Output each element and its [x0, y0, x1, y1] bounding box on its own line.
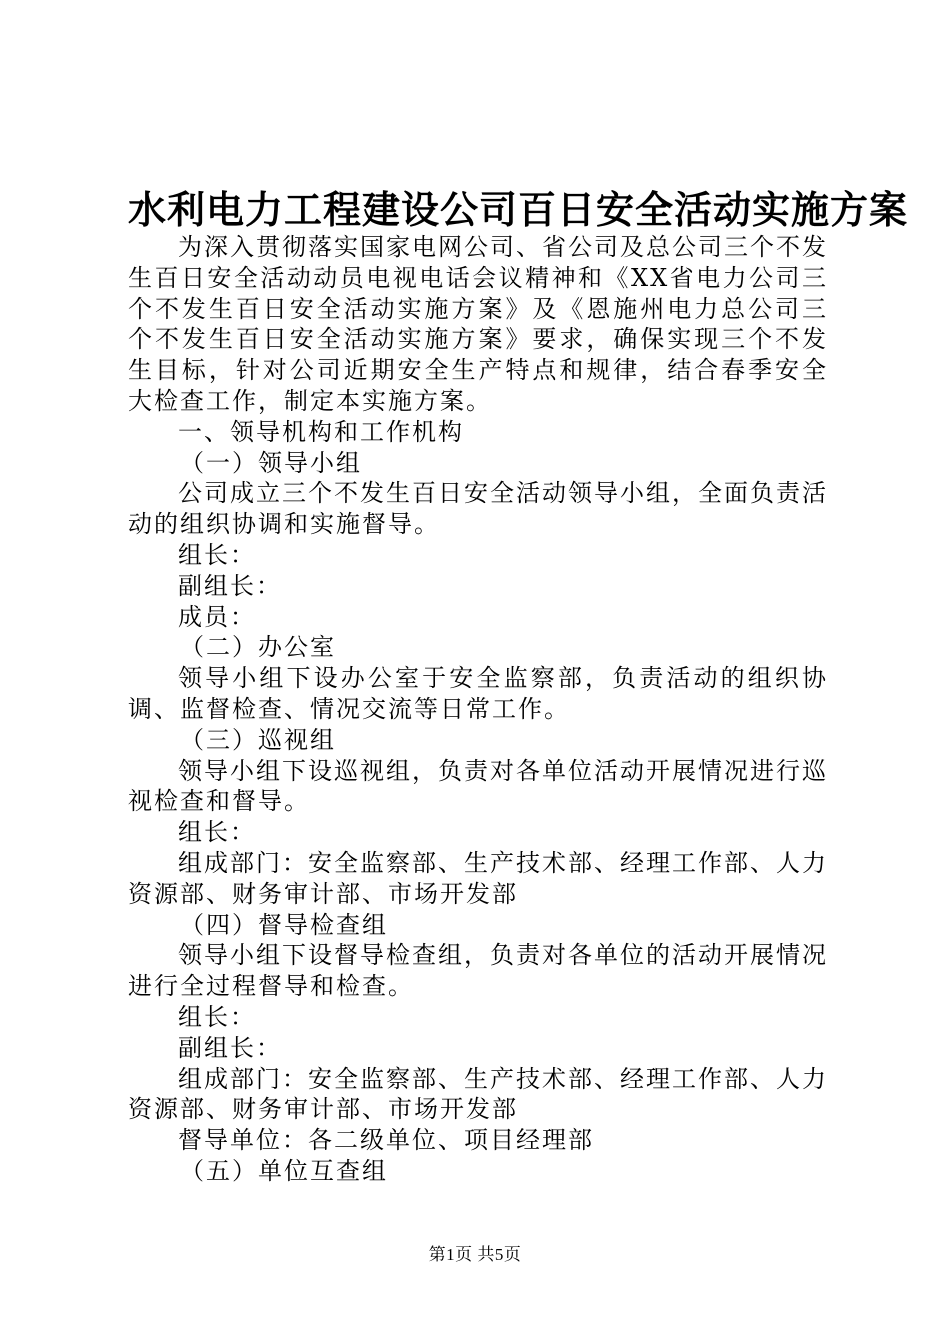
paragraph: 组成部门：安全监察部、生产技术部、经理工作部、人力资源部、财务审计部、市场开发部 — [128, 1064, 828, 1124]
paragraph: 领导小组下设巡视组，负责对各单位活动开展情况进行巡视检查和督导。 — [128, 756, 828, 816]
document-body — [128, 232, 828, 1187]
paragraph: 副组长： — [178, 571, 282, 600]
section-heading: 一、领导机构和工作机构 — [178, 417, 464, 446]
page-footer: 第1页 共5页 — [428, 1245, 522, 1264]
paragraph: 领导小组下设办公室于安全监察部，负责活动的组织协调、监督检查、情况交流等日常工作。 — [128, 664, 828, 723]
document-title: 水利电力工程建设公司百日安全活动实施方案 — [128, 187, 909, 232]
subsection-heading: （三）巡视组 — [180, 725, 336, 754]
paragraph: 成员： — [178, 602, 256, 631]
paragraph: 督导单位：各二级单位、项目经理部 — [178, 1126, 594, 1155]
paragraph: 领导小组下设督导检查组，负责对各单位的活动开展情况进行全过程督导和检查。 — [128, 941, 828, 1001]
paragraph: 组长： — [178, 818, 256, 847]
intro-paragraph: 为深入贯彻落实国家电网公司、省公司及总公司三个不发生百日安全活动动员电视电话会议精神和《XX省电力公司三个不发生百日安全活动实施方案》及《恩施州电力总公司三个不发生百日安全活动实施方案》要求，确保实现三个不发生目标，针对公司近期安全生产特点和规律，结合春季安全大检查工作，制定本实施方案。 — [128, 233, 828, 415]
paragraph: 组成部门：安全监察部、生产技术部、经理工作部、人力资源部、财务审计部、市场开发部 — [128, 848, 828, 908]
paragraph: 公司成立三个不发生百日安全活动领导小组，全面负责活动的组织协调和实施督导。 — [128, 479, 828, 539]
paragraph: 组长： — [178, 540, 256, 569]
subsection-heading: （一）领导小组 — [180, 448, 362, 477]
subsection-heading: （四）督导检查组 — [180, 910, 388, 939]
paragraph: 组长： — [178, 1002, 256, 1031]
subsection-heading: （五）单位互查组 — [180, 1156, 388, 1185]
paragraph: 副组长： — [178, 1033, 282, 1062]
subsection-heading: （二）办公室 — [180, 633, 336, 662]
